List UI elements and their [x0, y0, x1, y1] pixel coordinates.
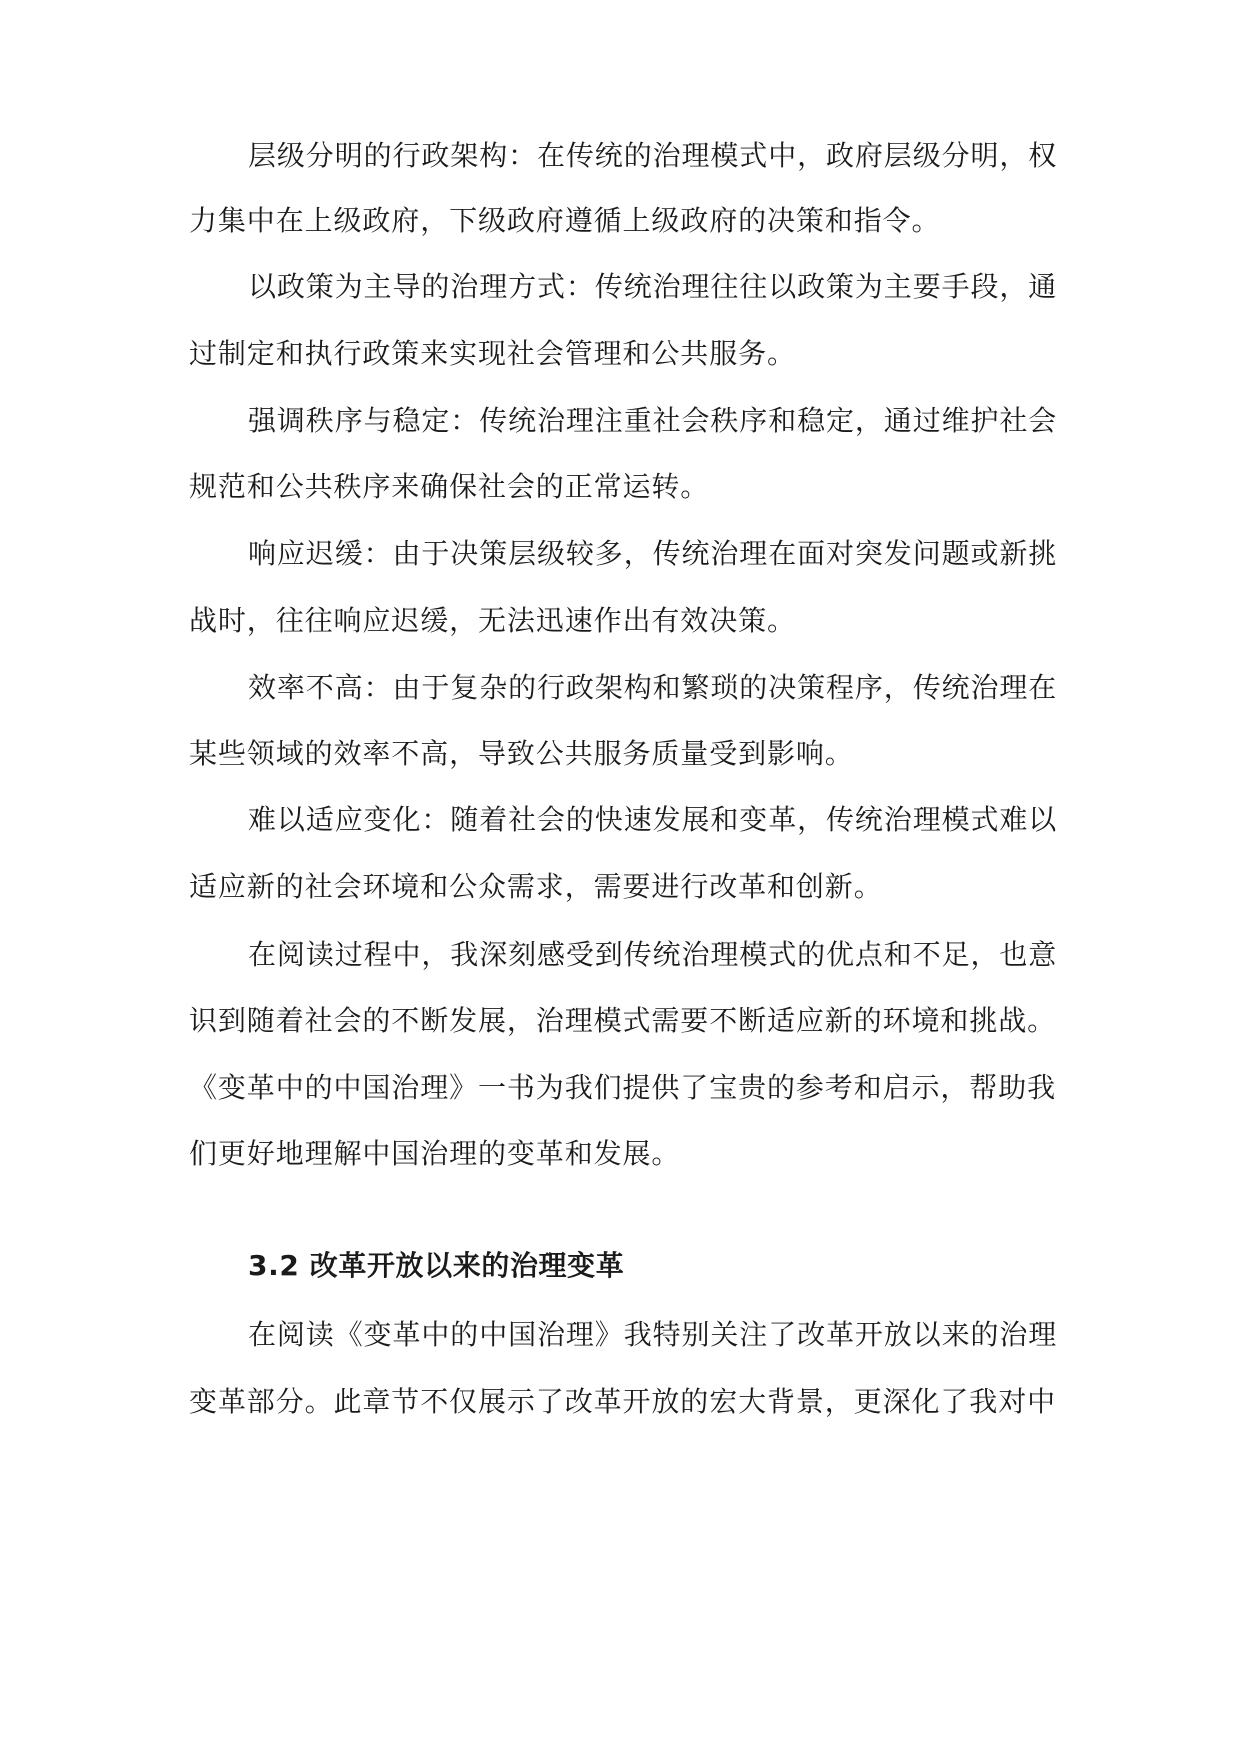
paragraph-line: 响应迟缓：由于决策层级较多，传统治理在面对突发问题或新挑 [248, 537, 1058, 570]
paragraph-line: 《变革中的中国治理》一书为我们提供了宝贵的参考和启示，帮助我 [189, 1071, 1057, 1104]
paragraph-line: 变革部分。此章节不仅展示了改革开放的宏大背景，更深化了我对中 [189, 1385, 1057, 1418]
paragraph-line: 们更好地理解中国治理的变革和发展。 [189, 1137, 681, 1170]
paragraph-line: 在阅读《变革中的中国治理》我特别关注了改革开放以来的治理 [248, 1318, 1058, 1351]
paragraph-line: 过制定和执行政策来实现社会管理和公共服务。 [189, 337, 796, 370]
paragraph-line: 识到随着社会的不断发展，治理模式需要不断适应新的环境和挑战。 [189, 1004, 1057, 1037]
paragraph-line: 在阅读过程中，我深刻感受到传统治理模式的优点和不足，也意 [248, 938, 1058, 971]
section-heading: 3.2 改革开放以来的治理变革 [248, 1249, 625, 1282]
paragraph-line: 难以适应变化：随着社会的快速发展和变革，传统治理模式难以 [248, 803, 1058, 836]
paragraph-line: 层级分明的行政架构：在传统的治理模式中，政府层级分明，权 [248, 139, 1058, 172]
paragraph-line: 某些领域的效率不高，导致公共服务质量受到影响。 [189, 737, 854, 770]
paragraph-line: 力集中在上级政府，下级政府遵循上级政府的决策和指令。 [189, 204, 941, 237]
paragraph-line: 效率不高：由于复杂的行政架构和繁琐的决策程序，传统治理在 [248, 671, 1058, 704]
paragraph-line: 战时，往往响应迟缓，无法迅速作出有效决策。 [189, 604, 796, 637]
paragraph-line: 以政策为主导的治理方式：传统治理往往以政策为主要手段，通 [248, 270, 1058, 303]
paragraph-line: 规范和公共秩序来确保社会的正常运转。 [189, 470, 710, 503]
paragraph-line: 适应新的社会环境和公众需求，需要进行改革和创新。 [189, 870, 883, 903]
paragraph-line: 强调秩序与稳定：传统治理注重社会秩序和稳定，通过维护社会 [248, 404, 1058, 437]
